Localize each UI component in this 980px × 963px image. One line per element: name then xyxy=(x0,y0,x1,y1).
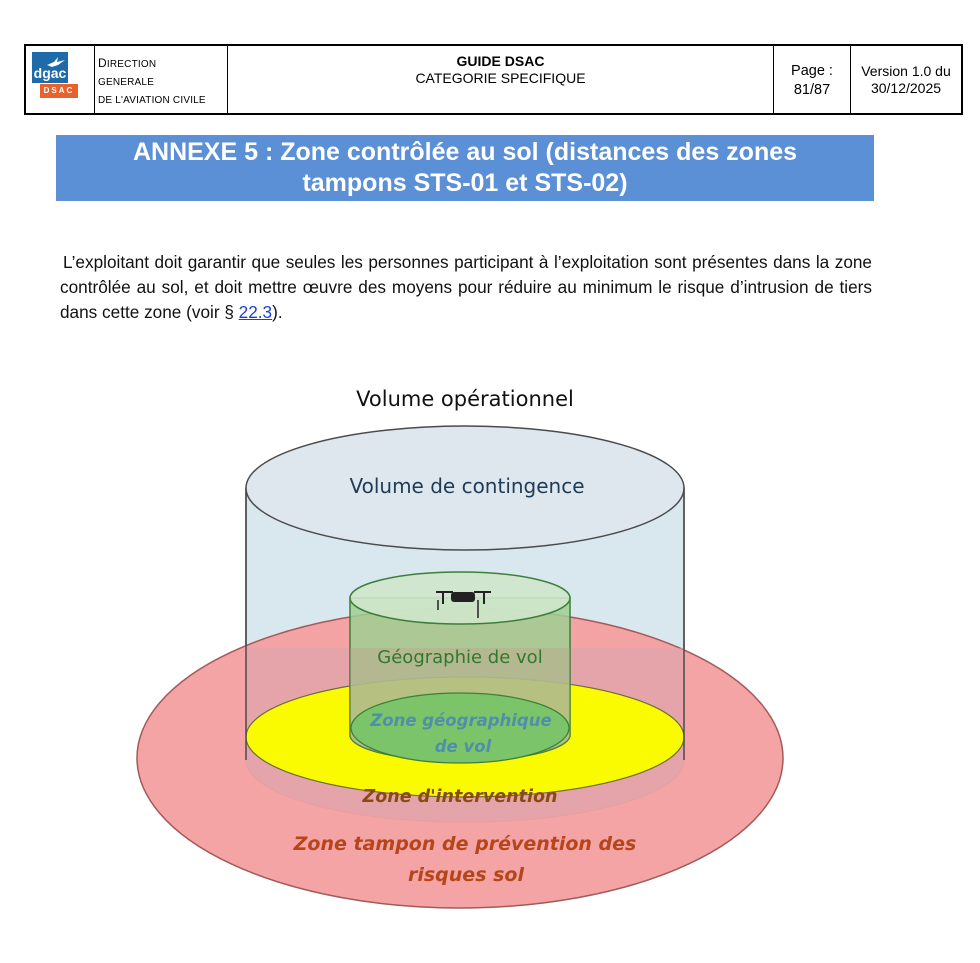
guide-subtitle: CATEGORIE SPECIFIQUE xyxy=(415,70,586,86)
buffer-label-1: Zone tampon de prévention des xyxy=(293,833,637,855)
buffer-label-2: risques sol xyxy=(407,864,525,886)
page-label: Page : xyxy=(791,63,833,79)
flight-geography-label: Géographie de vol xyxy=(377,647,543,668)
guide-title: GUIDE DSAC xyxy=(456,53,545,69)
dsac-badge: DSAC xyxy=(40,84,78,98)
flight-zone-label-1: Zone géographique xyxy=(370,711,552,730)
page-value: 81/87 xyxy=(793,82,831,98)
organization-name: DIRECTION GENERALE DE L'AVIATION CIVILE xyxy=(95,46,228,113)
intro-paragraph: L’exploitant doit garantir que seules les personnes participant à l’exploitation sont présentes dans la zone contrôlée au sol, et doit mettre œuvre des moyens pour réduire au minimum le risque d’intrusion de tiers dans cette zone (voir § 22.3). xyxy=(60,252,872,322)
section-link[interactable]: 22.3 xyxy=(238,302,273,322)
flight-zone-label-2: de vol xyxy=(434,737,492,756)
diagram-title: Volume opérationnel xyxy=(356,387,574,411)
version-date: 30/12/2025 xyxy=(870,80,942,96)
intervention-label: Zone d'intervention xyxy=(362,787,558,807)
version-line: Version 1.0 du xyxy=(861,63,951,79)
logo-text: dgac xyxy=(33,65,67,81)
annex-title: ANNEXE 5 : Zone contrôlée au sol (distances des zones tampons STS-01 et STS-02) xyxy=(56,135,874,201)
contingency-label: Volume de contingence xyxy=(349,474,585,498)
